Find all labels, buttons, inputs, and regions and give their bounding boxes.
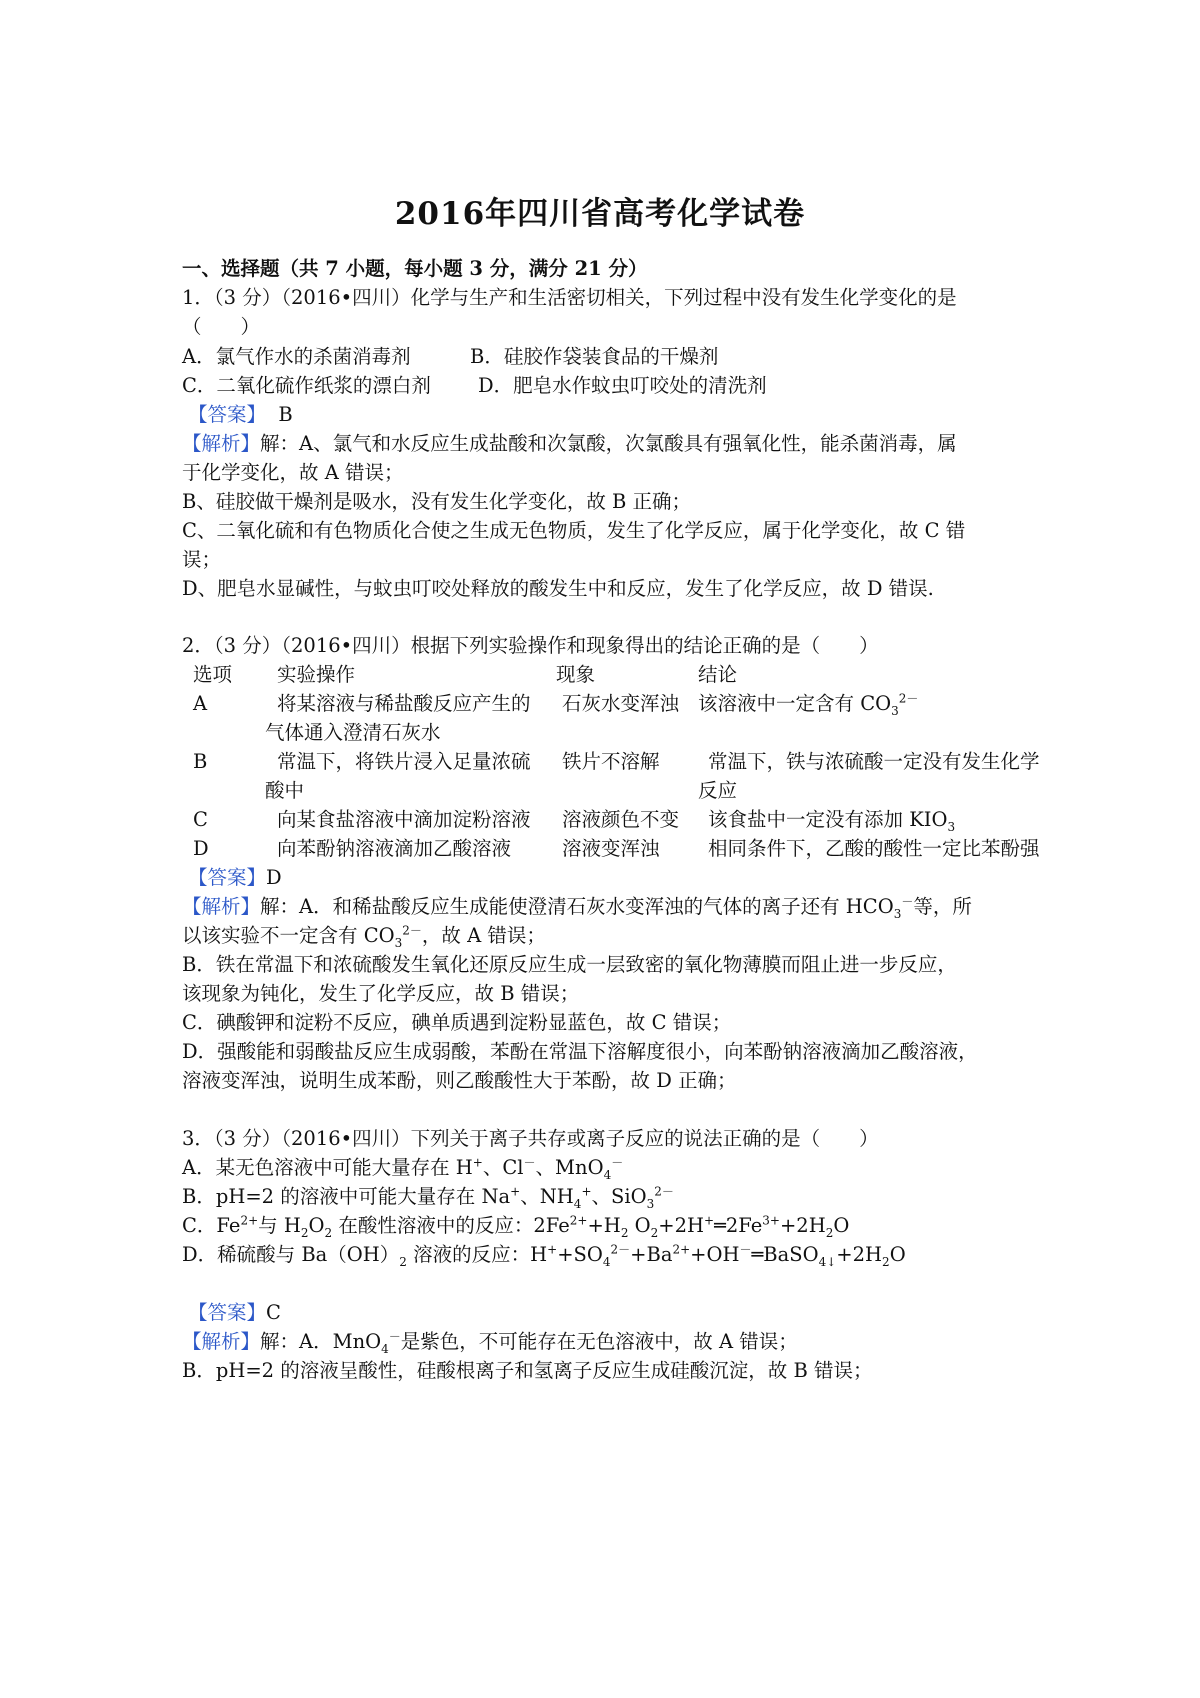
page-title: 2016年四川省高考化学试卷 xyxy=(394,196,806,232)
q3-analysis-line-2: B．pH=2 的溶液呈酸性，硅酸根离子和氢离子反应生成硅酸沉淀，故 B 错误； xyxy=(182,1359,873,1382)
q3-option-b-text: B．pH=2 的溶液中可能大量存在 Na xyxy=(182,1185,511,1208)
q3-option-a-text: A．某无色溶液中可能大量存在 H xyxy=(182,1156,473,1179)
table-cell-operation-cont: 酸中 xyxy=(265,779,305,802)
table-cell-conclusion: 常温下，铁与浓硫酸一定没有发生化学 xyxy=(708,750,1040,773)
q3-analysis-line-1: 【解析】解：A．MnO$_4$－是紫色，不可能存在无色溶液中，故 A 错误； xyxy=(182,1329,798,1356)
table-cell-option: C xyxy=(193,808,208,831)
table-cell-operation-cont: 气体通入澄清石灰水 xyxy=(265,721,441,744)
table-cell-conclusion xyxy=(698,692,918,716)
table-header-option: 选项 xyxy=(193,663,233,686)
table-cell-phenomenon: 溶液颜色不变 xyxy=(562,808,680,831)
q2-analysis-line-3: B．铁在常温下和浓硫酸发生氧化还原反应生成一层致密的氧化物薄膜而阻止进一步反应， xyxy=(182,953,957,976)
table-cell-operation: 向某食盐溶液中滴加淀粉溶液 xyxy=(277,808,531,831)
q2-stem: 2．（3 分）（2016•四川）根据下列实验操作和现象得出的结论正确的是（ ） xyxy=(182,634,879,657)
analysis-tag: 【解析】 xyxy=(182,895,261,918)
q1-answer: B xyxy=(278,403,293,426)
conclusion-text: 该食盐中一定没有添加 KIO xyxy=(708,808,948,831)
answer-tag: 【答案】 xyxy=(188,866,267,889)
table-header-conclusion: 结论 xyxy=(698,663,738,686)
q2-analysis-line-2: 以该实验不一定含有 $CO_3^{2-}$，故 A 错误； xyxy=(182,923,546,950)
q3-option-d-text: D．稀硫酸与 Ba（OH） xyxy=(182,1243,400,1266)
q1-option-b: B．硅胶作袋装食品的干燥剂 xyxy=(470,345,719,368)
q2-analysis-text-2b: ，故 A 错误； xyxy=(421,924,546,947)
table-cell-phenomenon: 石灰水变浑浊 xyxy=(562,692,680,715)
section-heading: 一、选择题（共 7 小题，每小题 3 分，满分 21 分） xyxy=(182,257,648,280)
q3-option-a: A．某无色溶液中可能大量存在 H+、Cl－、MnO$_4$－ xyxy=(182,1155,624,1182)
q1-stem: 1．（3 分）（2016•四川）化学与生产和生活密切相关，下列过程中没有发生化学变化的是 xyxy=(182,286,957,309)
q3-option-c-text: C．Fe xyxy=(182,1214,241,1237)
q1-analysis-line-6: D、肥皂水显碱性，与蚊虫叮咬处释放的酸发生中和反应，发生了化学反应，故 D 错误. xyxy=(182,577,934,600)
subscript: 3 xyxy=(947,819,956,834)
q2-answer-line xyxy=(188,866,282,890)
table-cell-option: D xyxy=(193,837,209,860)
table-header-phenomenon: 现象 xyxy=(556,663,596,686)
q2-analysis-text-1a: 解：A．和稀盐酸反应生成能使澄清石灰水变浑浊的气体的离子还有 HCO xyxy=(260,895,894,918)
table-cell-phenomenon: 溶液变浑浊 xyxy=(562,837,660,860)
q2-answer: D xyxy=(266,866,282,889)
q1-option-d: D．肥皂水作蚊虫叮咬处的清洗剂 xyxy=(478,374,767,397)
table-cell-operation: 向苯酚钠溶液滴加乙酸溶液 xyxy=(277,837,512,860)
q2-analysis-line-4: 该现象为钝化，发生了化学反应，故 B 错误； xyxy=(182,982,580,1005)
q1-option-a: A．氯气作水的杀菌消毒剂 xyxy=(182,345,411,368)
q2-analysis-line-1: 【解析】解：A．和稀盐酸反应生成能使澄清石灰水变浑浊的气体的离子还有 $HCO_3^-$等，所 xyxy=(182,894,972,921)
q1-analysis-line-3: B、硅胶做干燥剂是吸水，没有发生化学变化，故 B 正确； xyxy=(182,490,692,513)
q1-analysis-line-4: C、二氧化硫和有色物质化合使之生成无色物质，发生了化学反应，属于化学变化，故 C 错 xyxy=(182,519,966,542)
table-cell-phenomenon: 铁片不溶解 xyxy=(562,750,660,773)
table-cell-conclusion-cont: 反应 xyxy=(698,779,738,802)
q2-analysis-line-5: C．碘酸钾和淀粉不反应，碘单质遇到淀粉显蓝色，故 C 错误； xyxy=(182,1011,732,1034)
q3-analysis-text-1b: 是紫色，不可能存在无色溶液中，故 A 错误； xyxy=(400,1330,798,1353)
q1-analysis-text-1: 解：A、氯气和水反应生成盐酸和次氯酸，次氯酸具有强氧化性，能杀菌消毒，属 xyxy=(260,432,957,455)
subscript: 3 xyxy=(891,703,899,718)
analysis-tag: 【解析】 xyxy=(182,432,261,455)
answer-tag: 【答案】 xyxy=(188,1301,267,1324)
analysis-tag: 【解析】 xyxy=(182,1330,261,1353)
q2-analysis-text-1b: 等，所 xyxy=(913,895,972,918)
superscript: 2－ xyxy=(898,691,919,706)
answer-tag: 【答案】 xyxy=(188,403,267,426)
q1-answer-line xyxy=(188,403,293,427)
table-cell-operation: 常温下，将铁片浸入足量浓硫 xyxy=(277,750,531,773)
q1-analysis-line-2: 于化学变化，故 A 错误； xyxy=(182,461,404,484)
q1-paren: （ ） xyxy=(182,315,261,338)
q2-analysis-line-7: 溶液变浑浊，说明生成苯酚，则乙酸酸性大于苯酚，故 D 正确； xyxy=(182,1069,737,1092)
q3-option-d: D．稀硫酸与 $Ba(OH)_2$ 溶液的反应：$H^++SO_4^{2-}+Ba^{2+}+OH^-═BaSO_{4↓}+2H_2O$ xyxy=(182,1242,906,1269)
q2-analysis-text-2a: 以该实验不一定含有 CO xyxy=(182,924,395,947)
q1-analysis-line-1 xyxy=(182,432,957,456)
table-header-operation: 实验操作 xyxy=(277,663,356,686)
q3-answer-line xyxy=(188,1301,281,1325)
q3-option-b: B．pH=2 的溶液中可能大量存在 Na+、$NH_4^+$、SiO$_3^{2-}$ xyxy=(182,1184,674,1211)
table-cell-option: A xyxy=(193,692,208,715)
q2-analysis-line-6: D．强酸能和弱酸盐反应生成弱酸，苯酚在常温下溶解度很小，向苯酚钠溶液滴加乙酸溶液， xyxy=(182,1040,978,1063)
q1-analysis-line-5: 误； xyxy=(182,548,222,571)
table-cell-option: B xyxy=(193,750,208,773)
table-cell-conclusion: 相同条件下，乙酸的酸性一定比苯酚强 xyxy=(708,837,1040,860)
q3-answer: C xyxy=(266,1301,281,1324)
conclusion-text: 该溶液中一定含有 CO xyxy=(698,692,892,715)
q3-option-c: C．$Fe^{2+}$与 $H_2O_2$ 在酸性溶液中的反应：$2Fe^{2+}+H_2$ $O_2+2H^+═2Fe^{3+}+2H_2O$ xyxy=(182,1213,850,1240)
table-cell-operation: 将某溶液与稀盐酸反应产生的 xyxy=(277,692,531,715)
table-cell-conclusion xyxy=(708,808,955,832)
q3-stem: 3．（3 分）（2016•四川）下列关于离子共存或离子反应的说法正确的是（ ） xyxy=(182,1127,879,1150)
q3-analysis-text-1a: 解：A．MnO xyxy=(260,1330,382,1353)
q1-option-c: C．二氧化硫作纸浆的漂白剂 xyxy=(182,374,431,397)
